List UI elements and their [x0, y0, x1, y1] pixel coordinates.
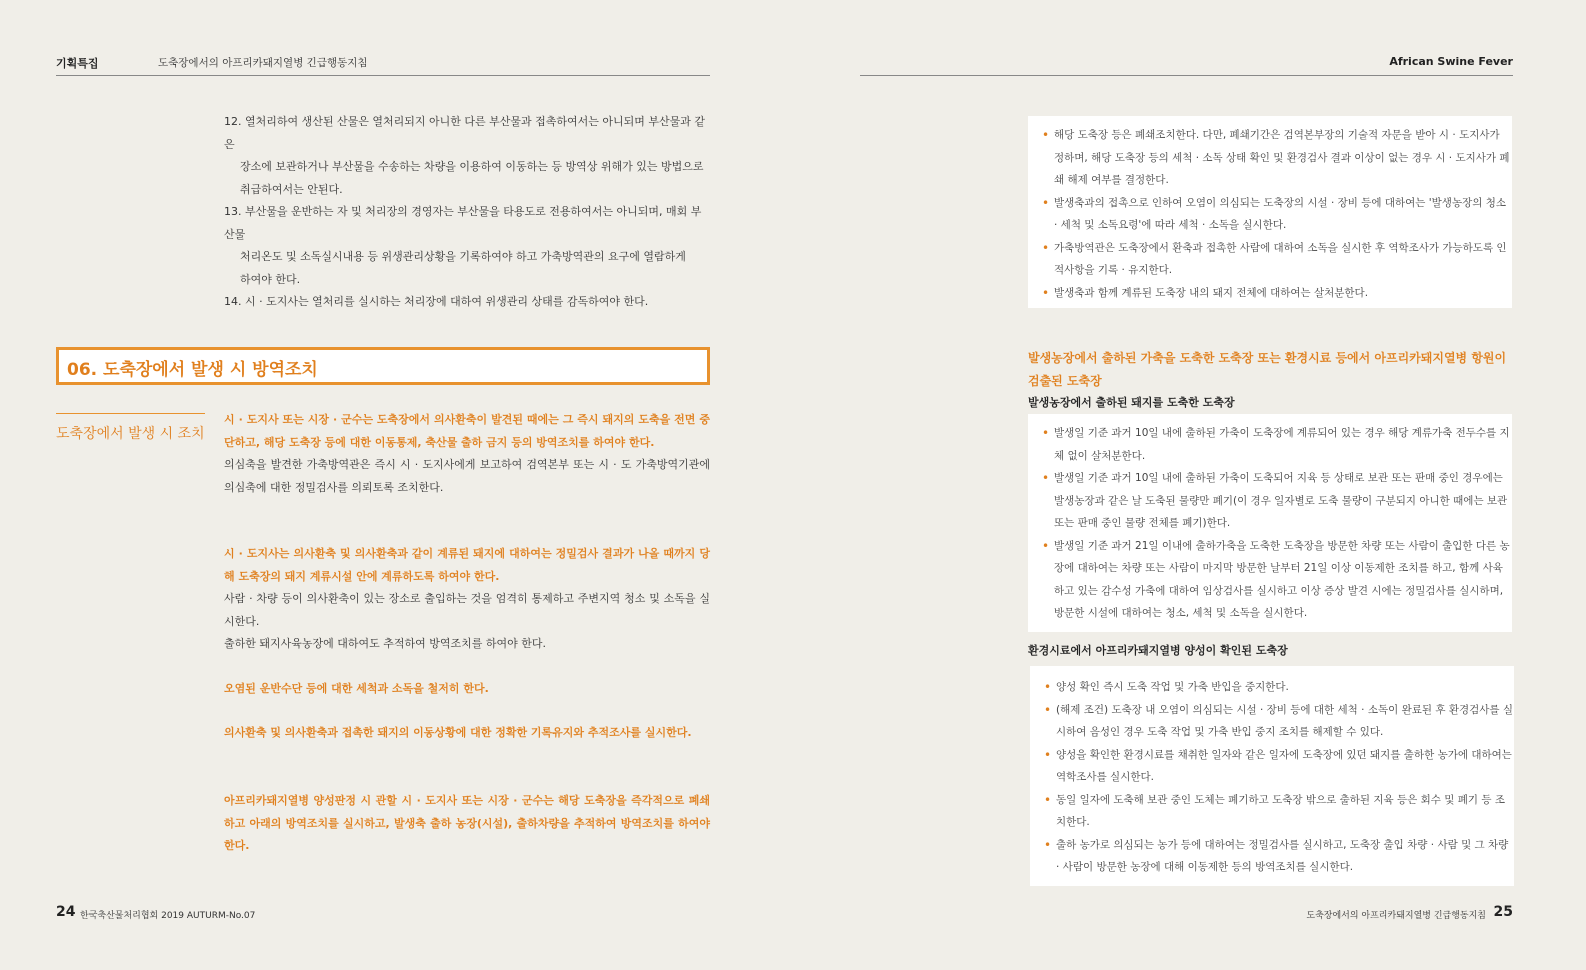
- left-header-rule: [56, 75, 710, 76]
- bullet-item: • 발생일 기준 과거 10일 내에 출하된 가축이 도축장에 계류되어 있는 경우 해당 계류가축 전두수를 지체 없이 살처분한다.: [1040, 422, 1512, 467]
- section-title: 06. 도축장에서 발생 시 방역조치: [67, 360, 318, 380]
- paragraph-5: [224, 790, 710, 858]
- item-line: 부산물을 운반하는 자 및 처리장의 경영자는 부산물을 타용도로 전용하여서는 아니되며, 매회 부산물: [224, 205, 702, 241]
- paragraph-emphasis: 아프리카돼지열병 양성판정 시 관할 시 · 도지사 또는 시장 · 군수는 해당 도축장을 즉각적으로 폐쇄하고 아래의 방역조치를 실시하고, 발생축 출하 농장(시설), 출하차량을 추적하여 방역조치를 하여야 한다.: [224, 794, 710, 852]
- bullet-item: • (해제 조건) 도축장 내 오염이 의심되는 시설 · 장비 등에 대한 세척 · 소독이 완료된 후 환경검사를 실시하여 음성인 경우 도축 작업 및 가축 반입 중지 조치를 해제할 수 있다.: [1042, 699, 1514, 744]
- paragraph-emphasis: 시 · 도지사는 의사환축 및 의사환축과 같이 계류된 돼지에 대하여는 정밀검사 결과가 나올 때까지 당해 도축장의 돼지 계류시설 안에 계류하도록 하여야 한다.: [224, 547, 710, 583]
- left-page-number: 24: [56, 904, 76, 920]
- item-line: 장소에 보관하거나 부산물을 수송하는 차량을 이용하여 이동하는 등 방역상 위해가 있는 방법으로: [240, 160, 704, 173]
- paragraph-emphasis: 시 · 도지사 또는 시장 · 군수는 도축장에서 의사환축이 발견된 때에는 그 즉시 돼지의 도축을 전면 중단하고, 해당 도축장 등에 대한 이동통제, 축산물 출하 금지 등의 방역조치를 하여야 한다.: [224, 413, 710, 449]
- bullet-item: • 동일 일자에 도축해 보관 중인 도체는 폐기하고 도축장 밖으로 출하된 지육 등은 회수 및 폐기 등 조치한다.: [1042, 789, 1514, 834]
- left-footer-text: 한국축산물처리협회 2019 AUTURM-No.07: [80, 911, 256, 921]
- paragraph-body: 출하한 돼지사육농장에 대하여도 추적하여 방역조치를 하여야 한다.: [224, 637, 547, 650]
- paragraph-4: [224, 722, 710, 745]
- right-running-title: African Swine Fever: [1389, 55, 1513, 68]
- side-label: 도축장에서 발생 시 조치: [56, 426, 205, 442]
- item-line: 시 · 도지사는 열처리를 실시하는 처리장에 대하여 위생관리 상태를 감독하여야 한다.: [245, 295, 649, 308]
- measures-box-3: [1030, 666, 1514, 886]
- bullet-item: • 해당 도축장 등은 폐쇄조치한다. 다만, 폐쇄기간은 검역본부장의 기술적 자문을 받아 시 · 도지사가 정하며, 해당 도축장 등의 세척 · 소독 상태 확인 및 환경검사 결과 이상이 없는 경우 시 · 도지사가 폐쇄 해제 여부를 결정한다.: [1040, 124, 1512, 192]
- measures-box-1: [1028, 116, 1512, 308]
- item-line: 하여야 한다.: [240, 272, 301, 286]
- item-line: 열처리하여 생산된 산물은 열처리되지 아니한 다른 부산물과 접촉하여서는 아니되며 부산물과 같은: [224, 115, 706, 151]
- item-number: 14.: [224, 295, 242, 308]
- subheading-1: 발생농장에서 출하된 돼지를 도축한 도축장: [1028, 396, 1235, 409]
- list-item-14: [224, 291, 710, 314]
- bullet-item: • 양성 확인 즉시 도축 작업 및 가축 반입을 중지한다.: [1042, 676, 1514, 699]
- paragraph-3: [224, 678, 710, 701]
- bullet-item: • 양성을 확인한 환경시료를 채취한 일자와 같은 일자에 도축장에 있던 돼지를 출하한 농가에 대하여는 역학조사를 실시한다.: [1042, 744, 1514, 789]
- right-page-number: 25: [1493, 904, 1513, 920]
- item-line: 취급하여서는 안된다.: [240, 182, 343, 196]
- bullet-item: • 가축방역관은 도축장에서 환축과 접촉한 사람에 대하여 소독을 실시한 후 역학조사가 가능하도록 인적사항을 기록 · 유지한다.: [1040, 237, 1512, 282]
- paragraph-2: [224, 543, 710, 656]
- bullet-item: • 발생축과의 접촉으로 인하여 오염이 의심되는 도축장의 시설 · 장비 등에 대하여는 '발생농장의 청소 · 세척 및 소독요령'에 따라 세척 · 소독을 실시한다.: [1040, 192, 1512, 237]
- bullet-item: • 출하 농가로 의심되는 농가 등에 대하여는 정밀검사를 실시하고, 도축장 출입 차량 · 사람 및 그 차량 · 사람이 방문한 농장에 대해 이동제한 등의 방역조치를 실시한다.: [1042, 834, 1514, 879]
- list-item-13: [224, 201, 710, 291]
- paragraph-body: 의심축을 발견한 가축방역관은 즉시 시 · 도지사에게 보고하여 검역본부 또는 시 · 도 가축방역기관에 의심축에 대한 정밀검사를 의뢰토록 조치한다.: [224, 458, 710, 494]
- paragraph-emphasis: 오염된 운반수단 등에 대한 세척과 소독을 철저히 한다.: [224, 682, 489, 695]
- bullet-item: • 발생일 기준 과거 10일 내에 출하된 가축이 도축되어 지육 등 상태로 보관 또는 판매 중인 경우에는 발생농장과 같은 날 도축된 물량만 폐기(이 경우 일자별로 도축 물량이 구분되지 아니한 때에는 보관 또는 판매 중인 물량 전체를 폐기)한다.: [1040, 467, 1512, 535]
- paragraph-emphasis: 의사환축 및 의사환축과 접촉한 돼지의 이동상황에 대한 정확한 기록유지와 추적조사를 실시한다.: [224, 726, 692, 739]
- left-running-title: 도축장에서의 아프리카돼지열병 긴급행동지침: [158, 57, 368, 69]
- right-heading: 발생농장에서 출하된 가축을 도축한 도축장 또는 환경시료 등에서 아프리카돼지열병 항원이 검출된 도축장: [1028, 351, 1507, 388]
- item-number: 13.: [224, 205, 242, 218]
- right-header-rule: [860, 75, 1513, 76]
- side-label-rule: [56, 413, 205, 414]
- bullet-item: • 발생일 기준 과거 21일 이내에 출하가축을 도축한 도축장을 방문한 차량 또는 사람이 출입한 다른 농장에 대하여는 차량 또는 사람이 마지막 방문한 날부터 21일 이상 이동제한 조치를 하고, 함께 사육하고 있는 감수성 가축에 대하여 임상검사를 실시하고 이상 증상 발견 시에는 정밀검사를 실시하며, 방문한 시설에 대하여는 청소, 세척 및 소독을 실시한다.: [1040, 535, 1512, 625]
- list-item-12: [224, 111, 710, 201]
- subheading-2: 환경시료에서 아프리카돼지열병 양성이 확인된 도축장: [1028, 644, 1288, 657]
- item-line: 처리온도 및 소독실시내용 등 위생관리상황을 기록하여야 하고 가축방역관의 요구에 열람하게: [240, 250, 686, 263]
- section-title-box: [56, 347, 710, 385]
- paragraph-1: [224, 409, 710, 499]
- item-number: 12.: [224, 115, 242, 128]
- paragraph-body: 사람 · 차량 등이 의사환축이 있는 장소로 출입하는 것을 엄격히 통제하고 주변지역 청소 및 소독을 실시한다.: [224, 592, 710, 628]
- section-tag: 기획특집: [56, 57, 99, 70]
- bullet-item: • 발생축과 함께 계류된 도축장 내의 돼지 전체에 대하여는 살처분한다.: [1040, 282, 1512, 305]
- measures-box-2: [1028, 414, 1512, 632]
- right-footer-text: 도축장에서의 아프리카돼지열병 긴급행동지침: [1306, 911, 1486, 921]
